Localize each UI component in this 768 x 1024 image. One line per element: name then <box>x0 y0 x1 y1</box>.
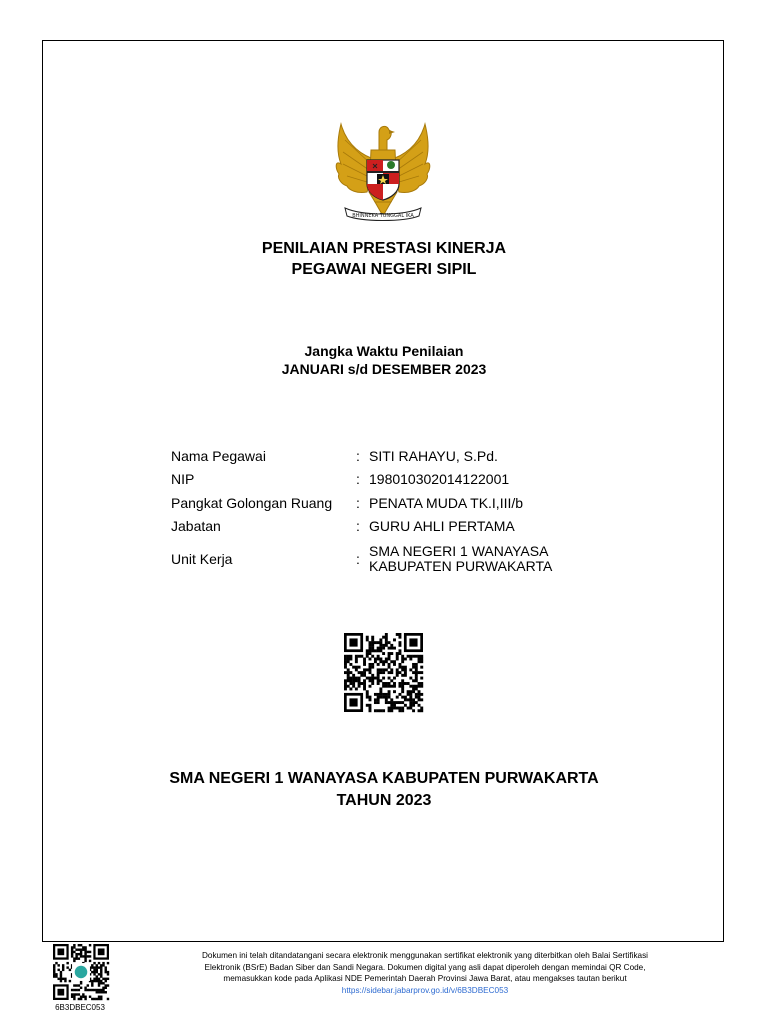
info-separator: : <box>356 551 360 567</box>
info-row-name <box>171 444 611 467</box>
info-label: Pangkat Golongan Ruang <box>171 494 333 511</box>
notice-line-3: memasukkan kode pada Aplikasi NDE Pemerintah Daerah Provinsi Jawa Barat, atau mengakses tautan berikut <box>223 974 627 983</box>
work-unit-line-2: KABUPATEN PURWAKARTA <box>369 558 553 574</box>
assessment-period <box>0 342 768 378</box>
title-line-2: PEGAWAI NEGERI SIPIL <box>291 261 477 278</box>
emblem-motto: BHINNEKA TUNGGAL IKA <box>352 213 414 219</box>
footer-qr-code-icon[interactable] <box>50 942 112 1002</box>
period-label: Jangka Waktu Penilaian <box>304 343 464 359</box>
notice-line-1: Dokumen ini telah ditandatangani secara elektronik menggunakan sertifikat elektronik yang diterbitkan oleh Balai Sertifikasi <box>201 951 649 960</box>
info-separator: : <box>356 471 360 487</box>
info-separator: : <box>356 447 360 464</box>
info-separator: : <box>356 494 360 511</box>
info-separator: : <box>356 518 360 534</box>
info-value: PENATA MUDA TK.I,III/b <box>369 494 524 511</box>
info-label: Unit Kerja <box>171 551 233 567</box>
info-value: SITI RAHAYU, S.Pd. <box>369 447 498 464</box>
info-row-rank <box>171 491 611 514</box>
institution-name: SMA NEGERI 1 WANAYASA KABUPATEN PURWAKARTA <box>169 770 599 787</box>
institution-block <box>0 768 768 812</box>
employee-info-table <box>171 444 611 578</box>
institution-year: TAHUN 2023 <box>336 792 432 809</box>
info-label: NIP <box>171 471 195 487</box>
document-title <box>0 238 768 280</box>
info-value: GURU AHLI PERTAMA <box>369 518 515 534</box>
period-value: JANUARI s/d DESEMBER 2023 <box>281 361 487 377</box>
title-line-1: PENILAIAN PRESTASI KINERJA <box>261 240 507 257</box>
info-label: Nama Pegawai <box>171 447 266 464</box>
verification-link[interactable]: https://sidebar.jabarprov.go.id/v/6B3DBEC053 <box>341 985 509 995</box>
info-row-work-unit <box>171 540 611 578</box>
info-label: Jabatan <box>171 518 221 534</box>
work-unit-line-1: SMA NEGERI 1 WANAYASA <box>369 543 549 559</box>
document-code: 6B3DBEC053 <box>55 1003 105 1012</box>
e-signature-notice <box>130 950 720 996</box>
info-value <box>369 544 611 574</box>
garuda-emblem-icon <box>333 120 433 226</box>
info-row-position <box>171 514 611 538</box>
notice-line-2: Elektronik (BSrE) Badan Siber dan Sandi Negara. Dokumen digital yang asli dapat diperoleh dengan memindai QR Code, <box>204 962 646 972</box>
info-value: 198010302014122001 <box>369 471 510 487</box>
qr-code-icon <box>327 620 439 724</box>
info-row-nip <box>171 467 611 491</box>
